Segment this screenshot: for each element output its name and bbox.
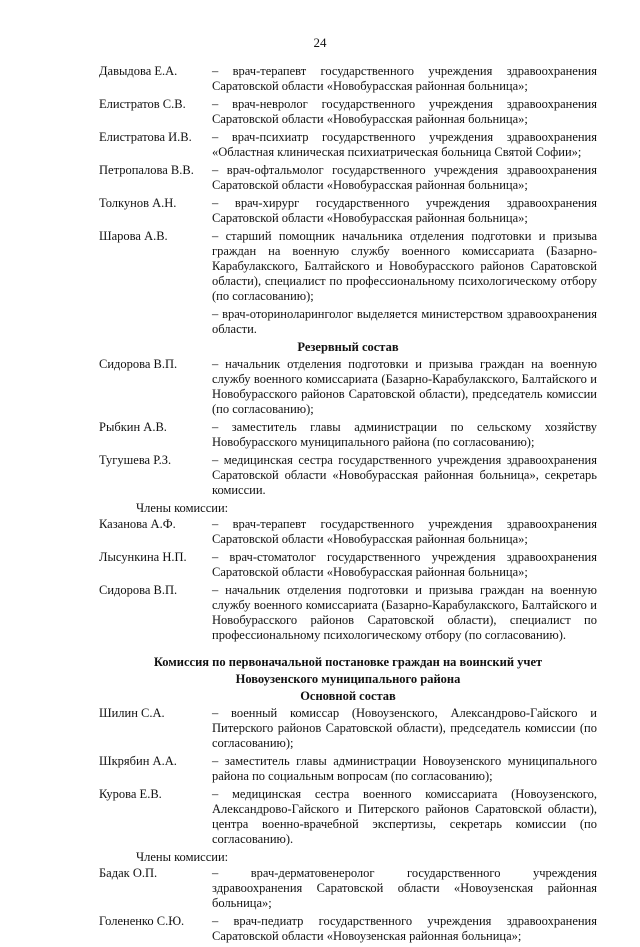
member-row [99, 196, 597, 226]
member-row [99, 550, 597, 580]
member-desc: – врач-психиатр государственного учреждения здравоохранения «Областная клиническая психиатрическая больница Святой Софии»; [212, 130, 597, 159]
member-name: Шарова А.В. [99, 229, 168, 243]
member-row [99, 787, 597, 847]
member-name: Елистратова И.В. [99, 130, 192, 144]
member-row [99, 754, 597, 784]
member-name: Толкунов А.Н. [99, 196, 177, 210]
member-desc: – начальник отделения подготовки и призыва граждан на военную службу военного комиссариата (Базарно-Карабулакского, Балтайского и Новобурасского районов Саратовской области), специалист по профессиональному психологическому отбору (по согласованию). [212, 583, 597, 642]
member-name: Петропалова В.В. [99, 163, 194, 177]
main-heading: Основной состав [300, 689, 396, 703]
member-row [99, 866, 597, 911]
member-desc: – врач-дерматовенеролог государственного учреждения здравоохранения Саратовской области «Новоузенская районная больница»; [212, 866, 597, 910]
member-row [99, 583, 597, 643]
otolaryngologist-note: – врач-оториноларинголог выделяется министерством здравоохранения области. [212, 307, 597, 336]
member-desc: – заместитель главы администрации Новоузенского муниципального района по социальным вопросам (по согласованию); [212, 754, 597, 783]
members-label: Члены комиссии: [136, 850, 229, 864]
commission-title: Комиссия по первоначальной постановке граждан на воинский учет [153, 655, 543, 669]
member-row [99, 914, 597, 944]
member-name: Курова Е.В. [99, 787, 162, 801]
member-name: Тугушева Р.З. [99, 453, 172, 467]
member-row [99, 357, 597, 417]
member-row [99, 420, 597, 450]
member-desc: – начальник отделения подготовки и призыва граждан на военную службу военного комиссариата (Базарно-Карабулакского, Балтайского и Новобурасского районов Саратовской области), председатель комиссии (по согласованию); [212, 357, 597, 416]
member-row [99, 229, 597, 304]
member-name: Шкрябин А.А. [99, 754, 177, 768]
member-desc: – медицинская сестра военного комиссариата (Новоузенского, Александрово-Гайского и Питерского районов Саратовской области), центра военно-врачебной экспертизы, секретарь комиссии (по согласованию). [212, 787, 597, 846]
member-name: Лысункина Н.П. [99, 550, 187, 564]
member-name: Сидорова В.П. [99, 357, 178, 371]
document-body [99, 64, 597, 947]
members-label: Члены комиссии: [136, 501, 229, 515]
member-row [99, 64, 597, 94]
member-row [99, 97, 597, 127]
member-name: Голененко С.Ю. [99, 914, 185, 928]
member-name: Бадак О.П. [99, 866, 158, 880]
member-row [99, 130, 597, 160]
member-desc: – врач-терапевт государственного учреждения здравоохранения Саратовской области «Новобурасская районная больница»; [212, 517, 597, 546]
member-desc: – врач-стоматолог государственного учреждения здравоохранения Саратовской области «Новобурасская районная больница»; [212, 550, 597, 579]
member-desc: – врач-педиатр государственного учреждения здравоохранения Саратовской области «Новоузенская районная больница»; [212, 914, 597, 943]
member-desc: – старший помощник начальника отделения подготовки и призыва граждан на военную службу военного комиссариата (Базарно-Карабулакского, Балтайского и Новобурасского районов Саратовской области), специалист по профессиональному психологическому отбору (по согласованию); [212, 229, 597, 303]
member-desc: – врач-терапевт государственного учреждения здравоохранения Саратовской области «Новобурасская районная больница»; [212, 64, 597, 93]
member-row [99, 453, 597, 498]
member-name: Рыбкин А.В. [99, 420, 167, 434]
member-name: Елистратов С.В. [99, 97, 186, 111]
page-number: 24 [313, 35, 327, 50]
member-desc: – военный комиссар (Новоузенского, Александрово-Гайского и Питерского районов Саратовской области), председатель комиссии (по согласованию); [212, 706, 597, 750]
member-desc: – заместитель главы администрации по сельскому хозяйству Новобурасского муниципального района (по согласованию); [212, 420, 597, 449]
member-row [99, 706, 597, 751]
member-name: Казанова А.Ф. [99, 517, 176, 531]
member-desc: – врач-хирург государственного учреждения здравоохранения Саратовской области «Новобурасская районная больница»; [212, 196, 597, 225]
commission-subtitle: Новоузенского муниципального района [235, 672, 461, 686]
reserve-heading: Резервный состав [297, 340, 399, 354]
member-name: Сидорова В.П. [99, 583, 178, 597]
member-desc: – врач-невролог государственного учреждения здравоохранения Саратовской области «Новобурасская районная больница»; [212, 97, 597, 126]
member-name: Давыдова Е.А. [99, 64, 178, 78]
member-name: Шилин С.А. [99, 706, 165, 720]
member-desc: – медицинская сестра государственного учреждения здравоохранения Саратовской области «Новобурасская районная больница», секретарь комиссии. [212, 453, 597, 497]
member-row [99, 517, 597, 547]
member-desc: – врач-офтальмолог государственного учреждения здравоохранения Саратовской области «Новобурасская районная больница»; [212, 163, 597, 192]
member-row [99, 163, 597, 193]
